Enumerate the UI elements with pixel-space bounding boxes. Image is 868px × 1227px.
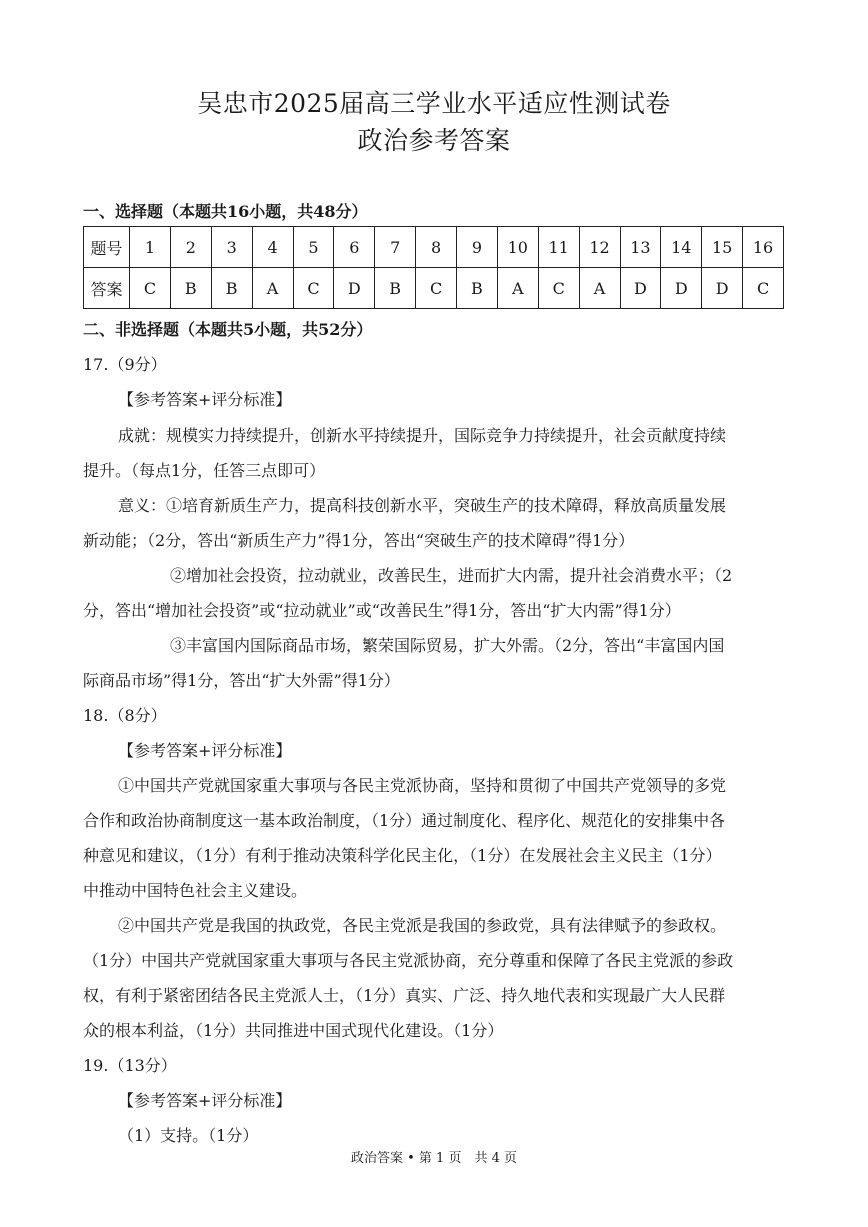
question-number: 16 xyxy=(743,227,784,268)
answer-cell: C xyxy=(130,268,171,309)
question-number: 13 xyxy=(620,227,661,268)
answer-cell: C xyxy=(743,268,784,309)
body-text-line: 际商品市场”得1分，答出“扩大外需”得1分） xyxy=(83,671,400,690)
page-footer: 政治答案 • 第 1 页 共 4 页 xyxy=(350,1151,517,1166)
page-subtitle: 政治参考答案 xyxy=(357,126,511,155)
answer-cell: B xyxy=(375,268,416,309)
question-number: 6 xyxy=(334,227,375,268)
body-text-line: （1）支持。（1分） xyxy=(118,1126,259,1145)
table-row-answers xyxy=(84,268,784,309)
question-number: 3 xyxy=(211,227,252,268)
body-text-line: 合作和政治协商制度这一基本政治制度，（1分）通过制度化、程序化、规范化的安排集中各 xyxy=(83,811,726,830)
body-text-line: 成就：规模实力持续提升，创新水平持续提升，国际竞争力持续提升，社会贡献度持续 xyxy=(118,426,727,445)
answer-cell: D xyxy=(334,268,375,309)
question-number: 10 xyxy=(497,227,538,268)
answer-cell: B xyxy=(457,268,498,309)
answer-cell: D xyxy=(620,268,661,309)
section-heading-choice: 一、选择题（本题共16小题，共48分） xyxy=(83,202,368,221)
answer-key-label: 【参考答案+评分标准】 xyxy=(118,390,292,409)
body-text-line: 权，有利于紧密团结各民主党派人士，（1分）真实、广泛、持久地代表和实现最广大人民群 xyxy=(83,986,726,1005)
answer-cell: A xyxy=(252,268,293,309)
question-number: 4 xyxy=(252,227,293,268)
answer-cell: C xyxy=(538,268,579,309)
answer-cell: A xyxy=(497,268,538,309)
answer-key-label: 【参考答案+评分标准】 xyxy=(118,1091,292,1110)
question-number: 7 xyxy=(375,227,416,268)
question-number: 12 xyxy=(579,227,620,268)
answer-cell: D xyxy=(661,268,702,309)
question-19-heading: 19.（13分） xyxy=(83,1056,177,1075)
question-number: 15 xyxy=(702,227,743,268)
table-row-numbers xyxy=(84,227,784,268)
question-number: 8 xyxy=(416,227,457,268)
body-text-line: ②中国共产党是我国的执政党，各民主党派是我国的参政党，具有法律赋予的参政权。 xyxy=(118,916,727,935)
question-17-heading: 17.（9分） xyxy=(83,355,167,374)
body-text-line: 新动能；（2分，答出“新质生产力”得1分，答出“突破生产的技术障碍”得1分） xyxy=(83,531,635,550)
body-text-line: 众的根本利益，（1分）共同推进中国式现代化建设。（1分） xyxy=(83,1021,504,1040)
body-text-line: 意义：①培育新质生产力，提高科技创新水平，突破生产的技术障碍，释放高质量发展 xyxy=(118,496,727,515)
answer-cell: B xyxy=(211,268,252,309)
body-text-line: 提升。（每点1分，任答三点即可） xyxy=(83,461,326,480)
answer-table xyxy=(83,226,784,309)
answer-cell: C xyxy=(416,268,457,309)
section-heading-essay: 二、非选择题（本题共5小题，共52分） xyxy=(83,320,373,339)
answer-cell: C xyxy=(293,268,334,309)
row-header-number: 题号 xyxy=(84,227,130,268)
answer-cell: B xyxy=(170,268,211,309)
question-number: 9 xyxy=(457,227,498,268)
body-text-line: ③丰富国内国际商品市场，繁荣国际贸易，扩大外需。（2分，答出“丰富国内国 xyxy=(170,636,725,655)
question-number: 1 xyxy=(130,227,171,268)
answer-key-label: 【参考答案+评分标准】 xyxy=(118,741,292,760)
row-header-answer: 答案 xyxy=(84,268,130,309)
question-number: 2 xyxy=(170,227,211,268)
question-number: 14 xyxy=(661,227,702,268)
page-title: 吴忠市2025届高三学业水平适应性测试卷 xyxy=(197,89,671,118)
body-text-line: 分，答出“增加社会投资”或“拉动就业”或“改善民生”得1分，答出“扩大内需”得1分） xyxy=(83,601,681,620)
question-number: 11 xyxy=(538,227,579,268)
question-18-heading: 18.（8分） xyxy=(83,706,167,725)
body-text-line: ②增加社会投资，拉动就业，改善民生，进而扩大内需，提升社会消费水平；（2 xyxy=(170,566,733,585)
question-number: 5 xyxy=(293,227,334,268)
body-text-line: 中推动中国特色社会主义建设。 xyxy=(83,881,308,900)
answer-cell: D xyxy=(702,268,743,309)
answer-cell: A xyxy=(579,268,620,309)
body-text-line: 种意见和建议，（1分）有利于推动决策科学化民主化，（1分）在发展社会主义民主（1分） xyxy=(83,846,722,865)
body-text-line: （1分）中国共产党就国家重大事项与各民主党派协商，充分尊重和保障了各民主党派的参政 xyxy=(83,951,734,970)
body-text-line: ①中国共产党就国家重大事项与各民主党派协商，坚持和贯彻了中国共产党领导的多党 xyxy=(118,776,727,795)
